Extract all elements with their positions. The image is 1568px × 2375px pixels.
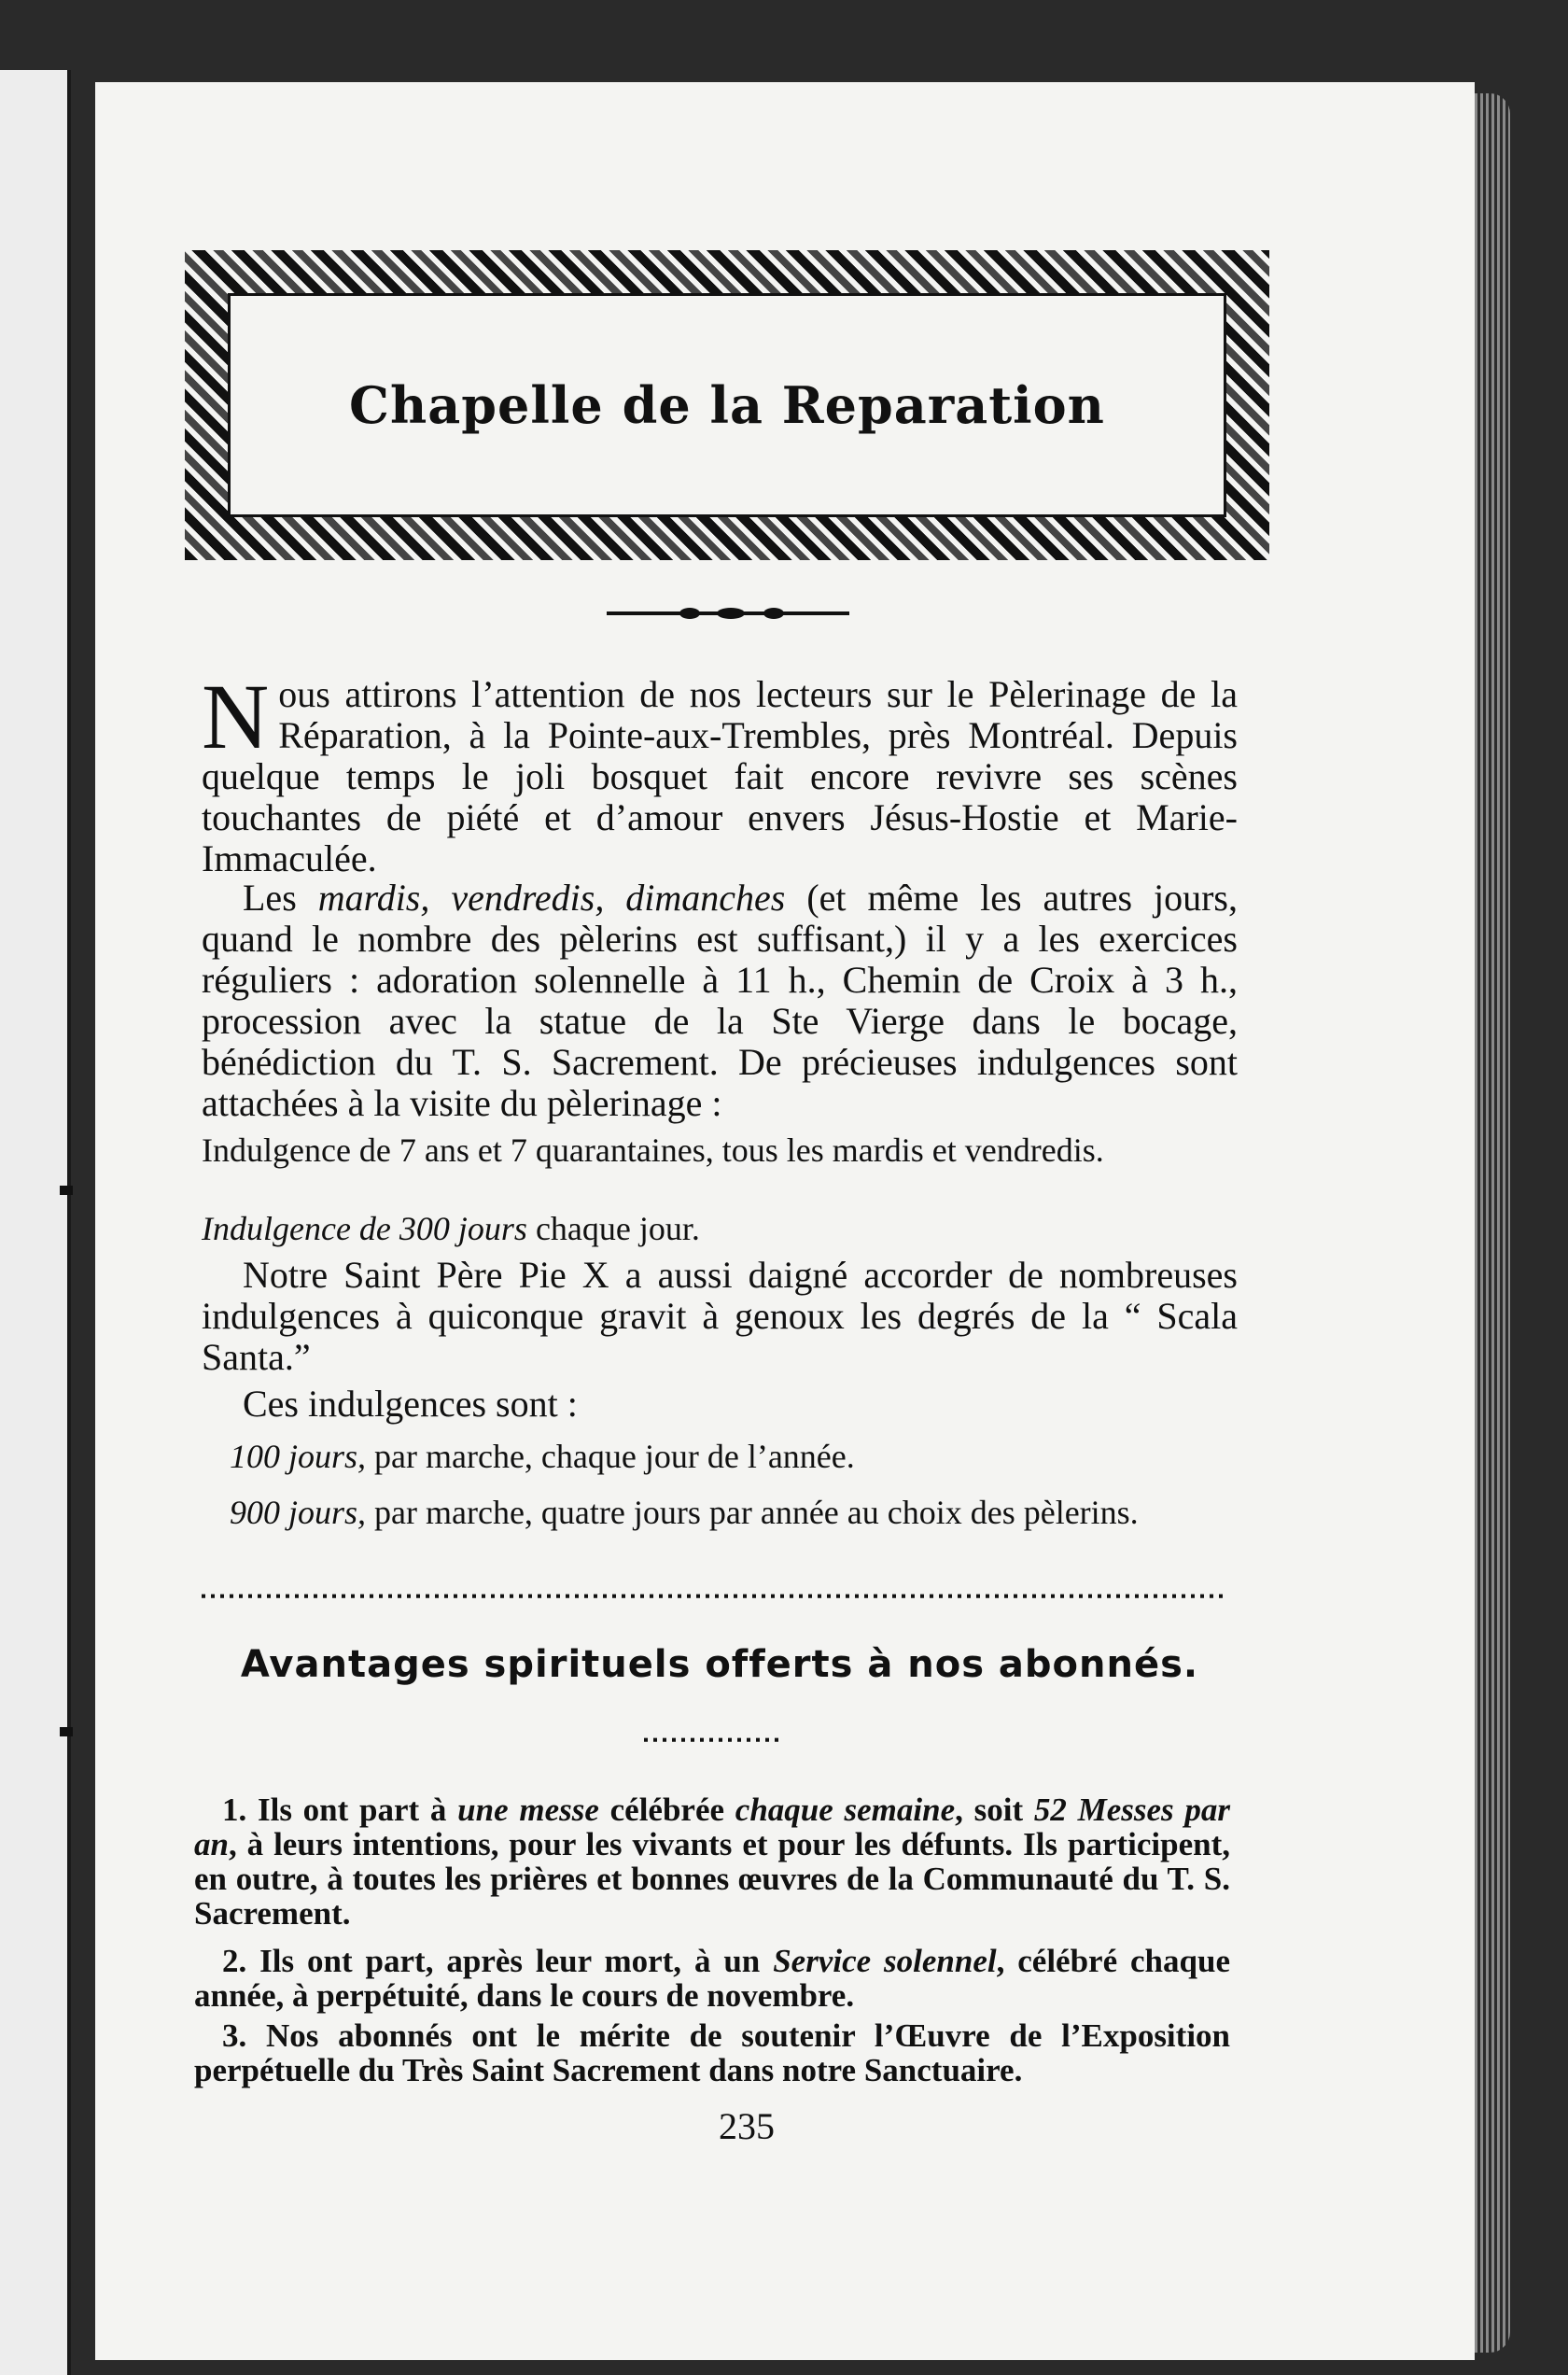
benefit-italic: 52 Messes par an xyxy=(194,1792,1230,1862)
schedule-paragraph xyxy=(202,878,1238,1124)
page-stack xyxy=(1475,93,1510,2353)
page-number: 235 xyxy=(719,2105,775,2147)
indulgence-2-rest: chaque jour. xyxy=(535,1210,700,1247)
benefit-item xyxy=(194,1792,1230,1931)
ornament-dot xyxy=(717,608,745,619)
drop-cap: N xyxy=(202,665,270,768)
indulgence-line-1: Indulgence de 7 ans et 7 quarantaines, tous les mardis et vendredis. xyxy=(202,1131,1104,1169)
benefit-text: Nos abonnés ont le mérite de soutenir l’Œuvre de l’Exposition perpétuelle du Très Saint Sacrement dans notre Sanctuaire. xyxy=(194,2017,1231,2088)
schedule-lead: Les xyxy=(243,877,297,919)
ornament-dot xyxy=(679,608,700,619)
indulgence-line-2 xyxy=(202,1210,1238,1247)
benefit-number: 1. xyxy=(222,1792,247,1828)
intro-text: ous attirons l’attention de nos lecteurs sur le Pèlerinage de la Réparation, à la Pointe-aux-Trembles, près Montréal. Depuis quelque temps le joli bosquet fait encore revivre ses scènes touchantes de piété et d’amour envers Jésus-Hostie et Marie-Immaculée. xyxy=(202,673,1238,879)
benefit-number: 2. xyxy=(222,1943,247,1979)
binding-mark xyxy=(60,1727,73,1736)
benefit-italic: Service solennel xyxy=(773,1943,997,1979)
benefit-text: , soit xyxy=(955,1792,1024,1828)
indulgence-2-italic: Indulgence de 300 jours xyxy=(202,1210,527,1247)
page-title: Chapelle de la Reparation xyxy=(349,375,1105,435)
benefit-italic: une messe xyxy=(457,1792,599,1828)
benefit-text: Ils ont part à xyxy=(257,1792,447,1828)
schedule-rest: (et même les autres jours, quand le nombre des pèlerins est suffisant,) il y a les exercices réguliers : adoration solennelle à 11 h., Chemin de Croix à 3 h., procession avec la statue de la Ste Vierge dans le bocage, bénédiction du T. S. Sacrement. De précieuses indulgences sont attachées à la visite du pèlerinage : xyxy=(202,877,1238,1124)
benefit-text: , à leurs intentions, pour les vivants et pour les défunts. Ils participent, en outre, à toutes les prières et bonnes œuvres de la Communauté du T. S. Sacrement. xyxy=(194,1826,1230,1932)
benefit-text: célébrée xyxy=(609,1792,725,1828)
list-item xyxy=(202,1494,1238,1531)
intro-paragraph xyxy=(202,665,1238,879)
indulgences-intro: Ces indulgences sont : xyxy=(243,1383,578,1425)
left-page-edge xyxy=(0,70,71,2375)
benefit-text: Ils ont part, après leur mort, à un xyxy=(259,1943,761,1979)
ornamental-title-frame xyxy=(185,250,1269,560)
binding-mark xyxy=(60,1186,73,1195)
benefit-italic: chaque semaine xyxy=(735,1792,956,1828)
title-frame-inner xyxy=(228,293,1226,517)
list-item-italic: 900 jours, xyxy=(230,1494,367,1531)
benefit-item xyxy=(194,2018,1230,2087)
list-item-text: par marche, quatre jours par année au choix des pèlerins. xyxy=(374,1494,1139,1531)
list-item-italic: 100 jours, xyxy=(230,1438,367,1475)
benefit-text: , célébré chaque année, à perpétuité, dans le cours de novembre. xyxy=(194,1943,1230,2014)
schedule-days: mardis, vendredis, dimanches xyxy=(317,877,786,919)
list-item-text: par marche, chaque jour de l’année. xyxy=(374,1438,855,1475)
benefit-number: 3. xyxy=(222,2017,247,2054)
section-heading: Avantages spirituels offerts à nos abonnés. xyxy=(240,1643,1199,1686)
list-item xyxy=(202,1438,1238,1475)
scala-santa-paragraph: Notre Saint Père Pie X a aussi daigné accorder de nombreuses indulgences à quiconque gravit à genoux les degrés de la “ Scala Santa.” xyxy=(202,1254,1238,1378)
benefit-item xyxy=(194,1944,1230,2013)
ornament-dot xyxy=(763,608,784,619)
